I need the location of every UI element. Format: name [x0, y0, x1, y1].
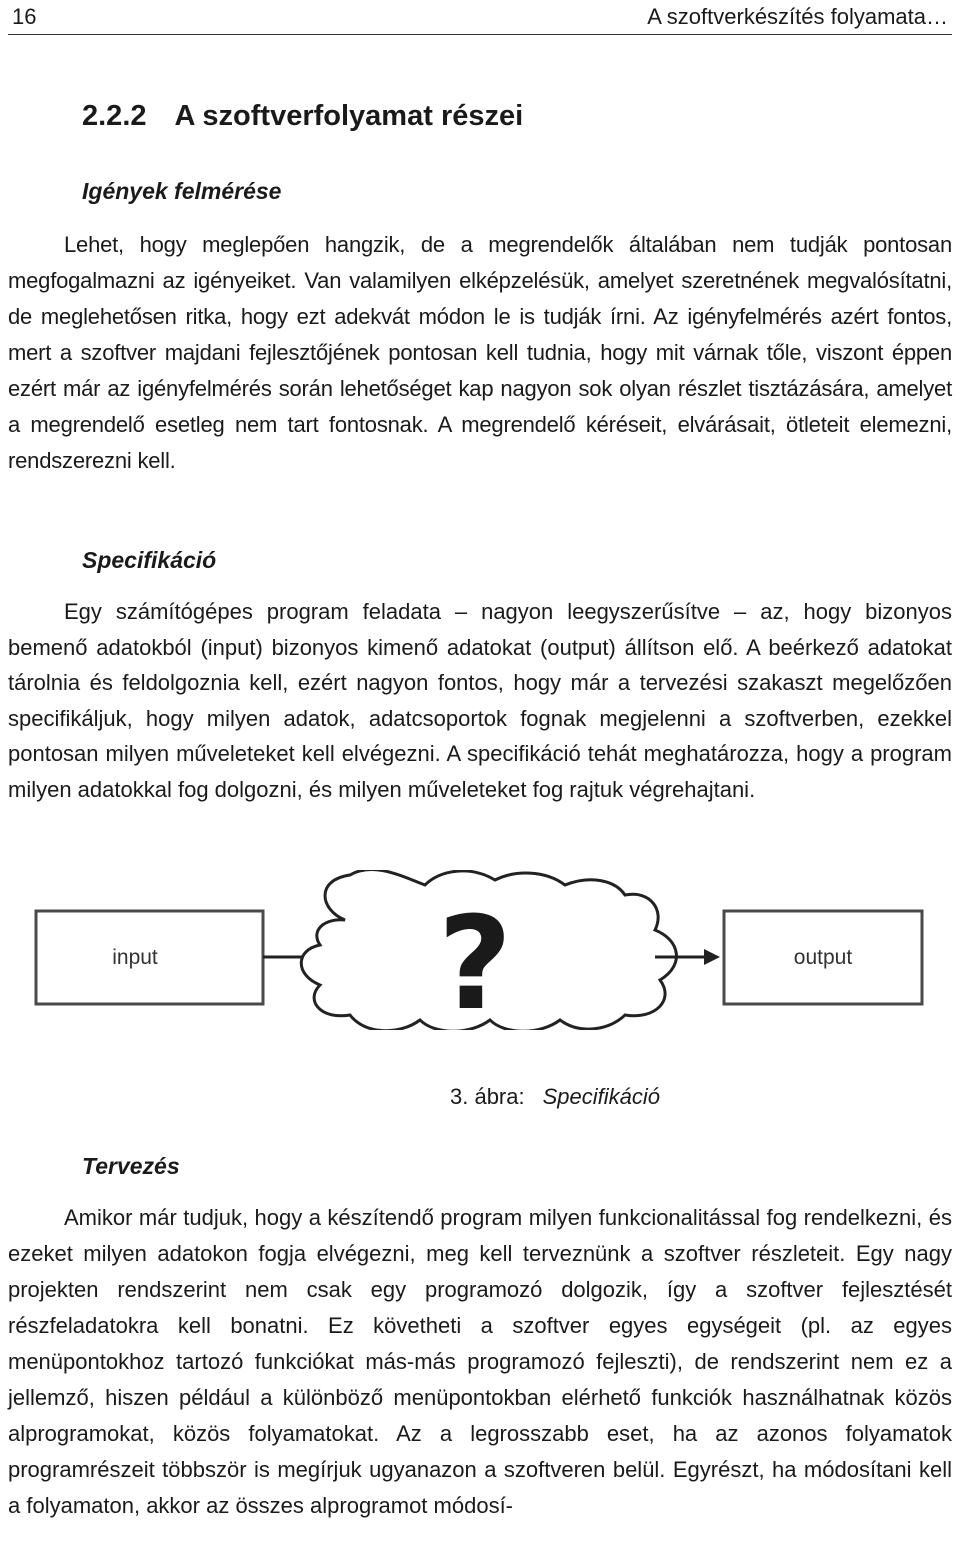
chapter-title: A szoftverkészítés folyamata…: [647, 4, 948, 29]
caption-number: 3. ábra:: [450, 1084, 525, 1109]
input-label: input: [112, 946, 158, 969]
output-label: output: [793, 946, 853, 969]
section-number: 2.2.2: [82, 100, 147, 132]
subsection-heading-specification: Specifikáció: [82, 547, 217, 573]
question-mark-icon: ?: [437, 890, 513, 1030]
specification-diagram: [0, 870, 960, 1030]
paragraph-design: Amikor már tudjuk, hogy a készítendő program milyen funkcionalitással fog rendelkezni, és ezeket milyen adatokon fogja elvégezni, meg kell terveznünk a szoftver részleteit. Egy nagy projekten rendszerint nem csak egy programozó dolgozik, így a szoftver fejlesztését részfeladatokra kell bonatni. Ez követheti a szoftver egyes egységeit (pl. az egyes menüpontokhoz tartozó funkciókat más-más programozó fejleszti), de rendszerint nem ez a jellemző, hiszen például a különböző menüpontokban elérhető funkciók használhatnak közös alprogramokat, közös folyamatokat. Az a legrosszabb eset, ha az azonos folyamatok programrészeit többször is megírjuk ugyanazon a szoftveren belül. Egyrészt, ha módosítani kell a folyamaton, akkor az összes alprogramot módosí-: [8, 1205, 952, 1518]
section-title: A szoftverfolyamat részei: [174, 100, 524, 132]
subsection-heading-requirements: Igények felmérése: [82, 178, 282, 204]
paragraph-requirements: Lehet, hogy meglepően hangzik, de a megrendelők általában nem tudják pontosan megfogalmazni az igényeiket. Van valamilyen elképzelésük, amelyet szeretnének megvalósítatni, de meglehetősen ritka, hogy ezt adekvát módon le is tudják írni. Az igényfelmérés azért fontos, mert a szoftver majdani fejlesztőjének pontosan kell tudnia, hogy mit várnak tőle, viszont éppen ezért már az igényfelmérés során lehetőséget kap nagyon sok olyan részlet tisztázására, amelyet a megrendelő esetleg nem tart fontosnak. A megrendelő kéréseit, elvárásait, ötleteit elemezni, rendszerezni kell.: [8, 232, 952, 473]
subsection-heading-design: Tervezés: [82, 1153, 180, 1179]
figure-caption: [450, 1084, 660, 1110]
page-header: [8, 0, 952, 35]
section-heading: [82, 100, 523, 133]
caption-title: Specifikáció: [542, 1084, 660, 1109]
paragraph-specification: Egy számítógépes program feladata – nagyon leegyszerűsítve – az, hogy bizonyos bemenő adatokból (input) bizonyos kimenő adatokat (output) állítson elő. A beérkező adatokat tárolnia és feldolgoznia kell, ezért nagyon fontos, hogy már a tervezési szakaszt megelőzően specifikáljuk, hogy milyen adatok, adatcsoportok fognak megjelenni a szoftverben, ezekkel pontosan milyen műveleteket kell elvégezni. A specifikáció tehát meghatározza, hogy a program milyen adatokkal fog dolgozni, és milyen műveleteket fog rajtuk végrehajtani.: [8, 599, 952, 802]
page-number: 16: [12, 4, 37, 29]
output-arrow-head: [704, 949, 720, 965]
